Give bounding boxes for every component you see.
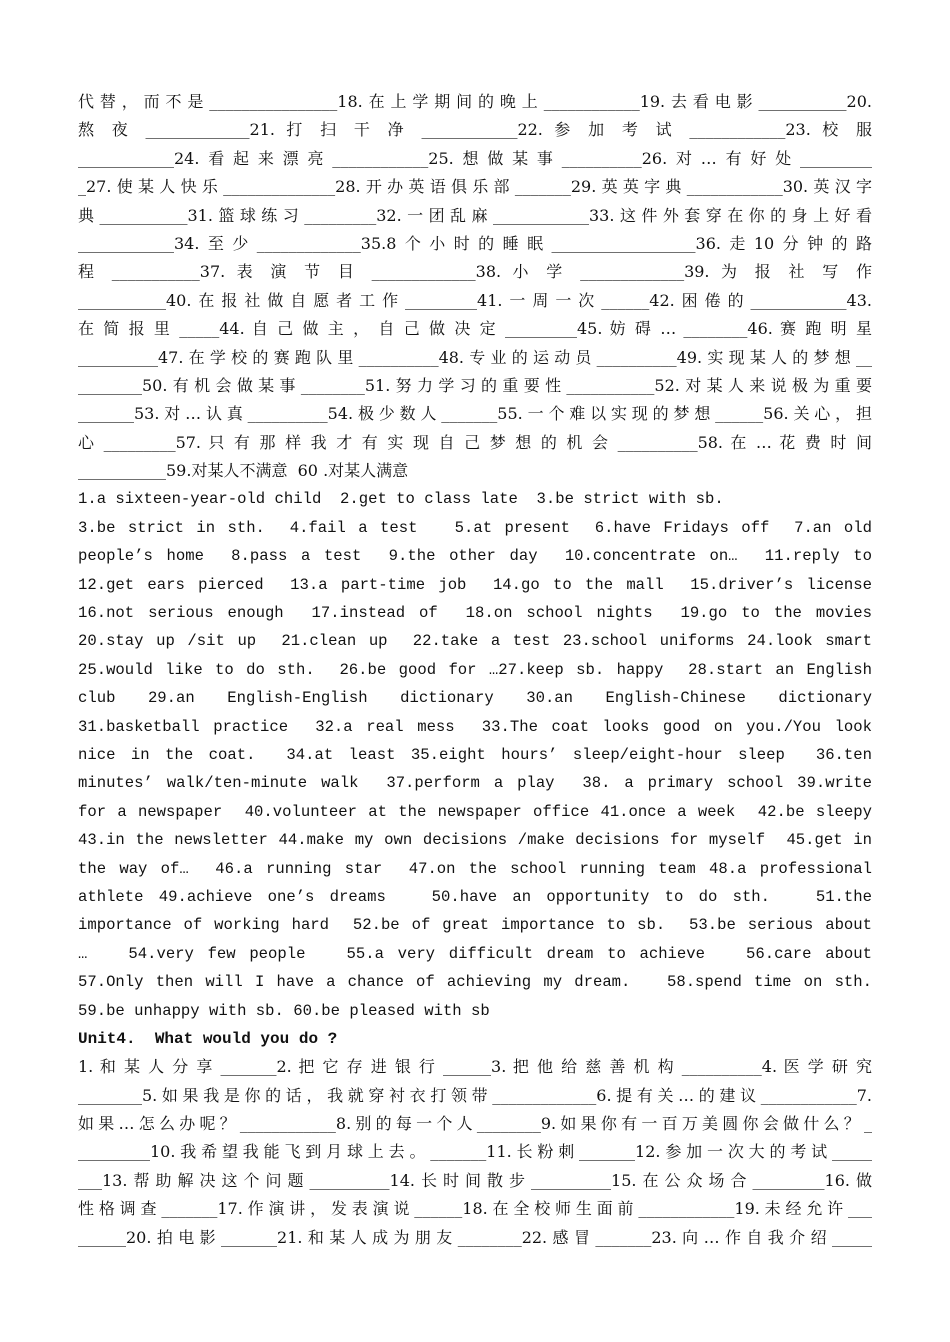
document-page [78,88,872,1252]
chinese-phrase-line: __________47.在学校的赛跑队里__________48.专业的运动员__________49.实现某人的梦想__ [78,347,872,367]
english-answer-line: 1.a sixteen-year-old child 2.get to class late 3.be strict with sb. [78,490,724,509]
chinese-phrase-line: ________50.有机会做某事________51.努力学习的重要性___________52.对某人来说极为重要 [78,375,872,395]
english-answer-line: 16.not serious enough 17.instead of 18.on school nights 19.go to the movies [78,604,872,623]
english-answer-line: 43.in the newsletter 44.make my own decisions /make decisions for myself 45.get in [78,831,872,850]
chinese-phrase-line: 1. 和 某 人 分 享 _______2. 把 它 存 进 银 行 ______3. 把 他 给 慈 善 机 构 __________4. 医 学 研 究 [78,1057,872,1077]
chinese-phrase-line: ___________40.在报社做自愿者工作_________41.一周一次______42.困倦的____________43. [78,290,872,310]
chinese-phrase-line: ____________34.至少_____________35.8个小时的睡眠__________________36.走10分钟的路 [78,233,872,253]
unit3-chinese-section [78,88,872,485]
chinese-phrase-line: 典___________31.篮球练习_________32.一团乱麻____________33.这件外套穿在你的身上好看 [78,205,872,225]
english-answer-line: for a newspaper 40.volunteer at the newspaper office 41.once a week 42.be sleepy [78,802,872,821]
english-answer-line: nice in the coat. 34.at least 35.eight hours’ sleep/eight-hour sleep 36.ten [78,745,872,764]
chinese-phrase-line: 代替，而不是________________18.在上学期间的晚上____________19.去看电影___________20. [78,92,872,111]
english-answer-line: 59.be unhappy with sb. 60.be pleased with sb [78,1001,490,1020]
english-answer-line: 12.get ears pierced 13.a part-time job 14.go to the mall 15.driver’s license [78,575,872,594]
chinese-phrase-line: _______53.对…认真__________54.极少数人_______55.一个难以实现的梦想______56.关心，担 [78,404,872,424]
chinese-phrase-line: 性格调查_______17.作演讲，发表演说______18.在全校师生面前____________19.未经允许___ [78,1199,872,1219]
chinese-phrase-line: 如果…怎么办呢？____________8.别的每一个人________9.如果你有一百万美圆你会做什么？_ [78,1114,872,1134]
chinese-phrase-line: ___13.帮助解决这个问题__________14.长时间散步__________15.在公众场合_________16.做 [78,1170,872,1190]
english-answer-line: 57.Only then will I have a chance of achieving my dream. 58.spend time on sth. [78,973,872,992]
chinese-phrase-line: 程 ___________37. 表 演 节 目 _____________38. 小 学 _____________39. 为 报 社 写 作 [78,262,872,282]
english-answer-line: 25.would like to do sth. 26.be good for …27.keep sb. happy 28.start an English [78,660,872,679]
chinese-phrase-line: ___________59.对某人不满意 60 .对某人满意 [78,461,409,481]
unit4-chinese-section [78,1053,872,1252]
english-answer-line: the way of… 46.a running star 47.on the school running team 48.a professional [78,859,872,878]
english-answer-line: athlete 49.achieve one’s dreams 50.have an opportunity to do sth. 51.the [78,887,872,906]
chinese-phrase-line: ________5.如果我是你的话，我就穿衬衣打领带_____________6.提有关…的建议____________7. [78,1085,872,1105]
english-answer-line: importance of working hard 52.be of great importance to sb. 53.be serious about [78,916,872,935]
chinese-phrase-line: ______20.拍电影_______21.和某人成为朋友________22.感冒_______23.向…作自我介绍_____ [78,1227,872,1247]
english-answer-line: club 29.an English-English dictionary 30.an English-Chinese dictionary [78,689,872,708]
english-answer-line: 31.basketball practice 32.a real mess 33.The coat looks good on you./You look [78,717,872,736]
english-answer-line: 20.stay up /sit up 21.clean up 22.take a test 23.school uniforms 24.look smart [78,632,872,651]
unit3-english-answers [78,485,872,1024]
english-answer-line: … 54.very few people 55.a very difficult dream to achieve 56.care about [78,944,872,963]
chinese-phrase-line: _27.使某人快乐______________28.开办英语俱乐部_______29.英英字典____________30.英汉字 [78,177,872,197]
chinese-phrase-line: 熬 夜 _____________21. 打 扫 干 净 ____________22. 参 加 考 试 ____________23. 校 服 [78,120,872,140]
chinese-phrase-line: 心 _________57. 只 有 那 样 我 才 有 实 现 自 己 梦 想 的 机 会 __________58. 在 … 花 费 时 间 [78,432,872,452]
english-answer-line: minutes’ walk/ten-minute walk 37.perform a play 38. a primary school 39.write [78,774,872,793]
chinese-phrase-line: _________10.我希望我能飞到月球上去。_______11.长粉刺_______12.参加一次大的考试_____ [78,1142,872,1162]
unit4-heading: Unit4. What would you do ? [78,1029,338,1048]
chinese-phrase-line: ____________24.看起来漂亮____________25.想做某事__________26.对…有好处_________ [78,148,872,168]
english-answer-line: 3.be strict in sth. 4.fail a test 5.at present 6.have Fridays off 7.an old [78,518,872,537]
chinese-phrase-line: 在 简 报 里 _____44. 自 己 做 主 ， 自 己 做 决 定 _________45. 妨 碍 … ________46. 赛 跑 明 星 [78,319,872,339]
english-answer-line: people’s home 8.pass a test 9.the other day 10.concentrate on… 11.reply to [78,547,872,566]
